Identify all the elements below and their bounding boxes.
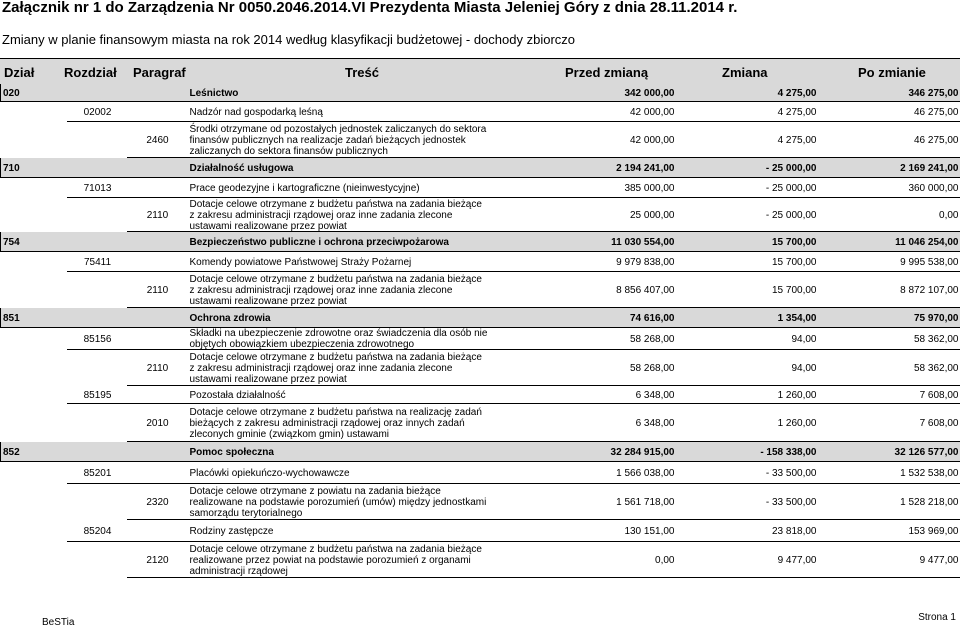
empty-cell	[68, 308, 128, 328]
paragraf-row	[1, 122, 960, 158]
empty-cell	[68, 484, 128, 520]
paragraf-row	[1, 272, 960, 308]
paragraf-code: 2110	[146, 209, 169, 221]
value-przed: 9 979 838,00	[616, 256, 675, 268]
value-zmiana: 4 275,00	[677, 84, 819, 102]
empty-cell	[128, 252, 188, 272]
rozdzial-row	[1, 178, 960, 198]
dzial-row	[1, 232, 960, 252]
empty-cell	[128, 328, 188, 350]
empty-cell	[128, 102, 188, 122]
value-zmiana: 1 260,00	[777, 389, 817, 401]
value-po: 360 000,00	[908, 182, 959, 194]
value-przed: 1 566 038,00	[616, 467, 675, 479]
empty-cell	[1, 520, 68, 542]
rozdzial-code: 85204	[83, 525, 112, 537]
col-rozdzial: Rozdział	[64, 65, 117, 80]
row-divider	[67, 349, 960, 350]
value-zmiana: 9 477,00	[777, 554, 817, 566]
dzial-row	[1, 84, 960, 102]
empty-cell	[1, 122, 68, 158]
value-przed: 1 561 718,00	[616, 496, 675, 508]
col-przed: Przed zmianą	[565, 65, 649, 80]
paragraf-row	[1, 542, 960, 578]
rozdzial-row	[1, 328, 960, 350]
empty-cell	[1, 178, 68, 198]
value-po: 2 169 241,00	[819, 158, 960, 178]
rozdzial-name: Placówki opiekuńczo-wychowawcze	[189, 467, 350, 479]
dzial-name: Bezpieczeństwo publiczne i ochrona przeciwpożarowa	[188, 232, 490, 252]
row-divider	[67, 403, 960, 404]
row-divider	[67, 271, 960, 272]
empty-cell	[128, 308, 188, 328]
page-subtitle: Zmiany w planie finansowym miasta na rok 2014 według klasyfikacji budżetowej - dochody zbiorczo	[2, 32, 575, 47]
empty-cell	[1, 462, 68, 484]
empty-cell	[1, 252, 68, 272]
value-po: 58 362,00	[914, 362, 959, 374]
empty-cell	[68, 272, 128, 308]
value-po: 58 362,00	[914, 333, 959, 345]
value-po: 7 608,00	[919, 417, 959, 429]
row-divider	[127, 231, 960, 232]
value-zmiana: - 33 500,00	[765, 496, 817, 508]
value-zmiana: - 25 000,00	[677, 158, 819, 178]
value-zmiana: - 25 000,00	[765, 209, 817, 221]
value-po: 46 275,00	[914, 106, 959, 118]
value-przed: 0,00	[655, 554, 675, 566]
empty-cell	[128, 232, 188, 252]
dzial-code: 754	[1, 232, 68, 252]
rozdzial-row	[1, 102, 960, 122]
paragraf-code: 2010	[146, 417, 169, 429]
rozdzial-code: 71013	[83, 182, 112, 194]
value-po: 8 872 107,00	[900, 284, 959, 296]
rozdzial-name: Pozostała działalność	[189, 389, 286, 401]
value-po: 7 608,00	[919, 389, 959, 401]
dzial-row	[1, 442, 960, 462]
empty-cell	[128, 84, 188, 102]
value-przed: 58 268,00	[630, 362, 675, 374]
empty-cell	[68, 442, 128, 462]
rozdzial-name: Prace geodezyjne i kartograficzne (nieinwestycyjne)	[189, 182, 420, 194]
value-przed: 342 000,00	[490, 84, 677, 102]
row-divider	[67, 121, 960, 122]
value-po: 75 970,00	[819, 308, 960, 328]
empty-cell	[128, 158, 188, 178]
dzial-name: Ochrona zdrowia	[188, 308, 490, 328]
paragraf-name: Dotacje celowe otrzymane z budżetu państwa na zadania bieżące realizowane przez powiat na podstawie porozumień z organami administracji rządowej	[189, 543, 482, 577]
paragraf-name: Dotacje celowe otrzymane z budżetu państwa na zadania bieżące z zakresu administracji rządowej oraz inne zadania zlecone ustawami realizowane przez powiat	[189, 351, 482, 385]
rozdzial-name: Nadzór nad gospodarką leśną	[189, 106, 323, 118]
row-divider	[67, 541, 960, 542]
row-divider	[0, 101, 960, 102]
row-divider	[0, 251, 960, 252]
empty-cell	[68, 232, 128, 252]
col-zmiana: Zmiana	[722, 65, 768, 80]
empty-cell	[68, 122, 128, 158]
value-po: 0,00	[939, 209, 959, 221]
value-przed: 6 348,00	[635, 389, 675, 401]
value-zmiana: 15 700,00	[772, 256, 817, 268]
value-zmiana: 94,00	[791, 362, 817, 374]
paragraf-code: 2120	[146, 554, 169, 566]
dzial-name: Pomoc społeczna	[188, 442, 490, 462]
paragraf-name: Dotacje celowe otrzymane z budżetu państwa na realizację zadań bieżących z zakresu administracji rządowej oraz innych zadań zleconych gminie (związkom gmin) ustawami	[189, 406, 482, 440]
empty-cell	[128, 386, 188, 404]
paragraf-row	[1, 350, 960, 386]
row-divider	[0, 177, 960, 178]
value-po: 32 126 577,00	[819, 442, 960, 462]
empty-cell	[68, 350, 128, 386]
value-po: 11 046 254,00	[819, 232, 960, 252]
value-po: 1 528 218,00	[900, 496, 959, 508]
dzial-row	[1, 308, 960, 328]
value-przed: 385 000,00	[624, 182, 675, 194]
rozdzial-name: Rodziny zastępcze	[189, 525, 274, 537]
empty-cell	[1, 386, 68, 404]
value-po: 9 477,00	[919, 554, 959, 566]
paragraf-row	[1, 484, 960, 520]
empty-cell	[68, 198, 128, 232]
value-przed: 6 348,00	[635, 417, 675, 429]
budget-table	[0, 84, 960, 578]
dzial-code: 020	[1, 84, 68, 102]
rozdzial-row	[1, 462, 960, 484]
row-divider	[127, 385, 960, 386]
empty-cell	[68, 158, 128, 178]
paragraf-code: 2460	[146, 134, 169, 146]
footer-right: Strona 1	[918, 612, 956, 623]
empty-cell	[1, 350, 68, 386]
value-przed: 32 284 915,00	[490, 442, 677, 462]
empty-cell	[1, 404, 68, 442]
table-header	[0, 58, 960, 85]
value-przed: 42 000,00	[630, 106, 675, 118]
paragraf-code: 2320	[146, 496, 169, 508]
row-divider	[0, 327, 960, 328]
row-divider	[127, 577, 960, 578]
paragraf-row	[1, 404, 960, 442]
value-przed: 74 616,00	[490, 308, 677, 328]
empty-cell	[68, 404, 128, 442]
value-zmiana: 15 700,00	[677, 232, 819, 252]
rozdzial-row	[1, 386, 960, 404]
value-przed: 11 030 554,00	[490, 232, 677, 252]
value-przed: 130 151,00	[624, 525, 675, 537]
rozdzial-code: 85201	[83, 467, 112, 479]
col-paragraf: Paragraf	[133, 65, 186, 80]
empty-cell	[1, 102, 68, 122]
page-title: Załącznik nr 1 do Zarządzenia Nr 0050.2046.2014.VI Prezydenta Miasta Jeleniej Góry z dnia 28.11.2014 r.	[2, 0, 738, 16]
paragraf-code: 2110	[146, 362, 169, 374]
rozdzial-name: Komendy powiatowe Państwowej Straży Pożarnej	[189, 256, 412, 268]
value-zmiana: - 25 000,00	[765, 182, 817, 194]
dzial-row	[1, 158, 960, 178]
paragraf-row	[1, 198, 960, 232]
paragraf-name: Dotacje celowe otrzymane z budżetu państwa na zadania bieżące z zakresu administracji rządowej oraz inne zadania zlecone ustawami realizowane przez powiat	[189, 198, 482, 232]
dzial-name: Działalność usługowa	[188, 158, 490, 178]
value-zmiana: 1 354,00	[677, 308, 819, 328]
col-dzial: Dział	[4, 65, 35, 80]
value-zmiana: 15 700,00	[772, 284, 817, 296]
value-przed: 25 000,00	[630, 209, 675, 221]
empty-cell	[1, 484, 68, 520]
empty-cell	[1, 542, 68, 578]
value-przed: 58 268,00	[630, 333, 675, 345]
row-divider	[67, 197, 960, 198]
rozdzial-code: 02002	[83, 106, 112, 118]
paragraf-code: 2110	[146, 284, 169, 296]
row-divider	[127, 307, 960, 308]
empty-cell	[1, 272, 68, 308]
row-divider	[127, 519, 960, 520]
empty-cell	[128, 178, 188, 198]
empty-cell	[68, 542, 128, 578]
empty-cell	[1, 198, 68, 232]
value-przed: 8 856 407,00	[616, 284, 675, 296]
value-zmiana: 1 260,00	[777, 417, 817, 429]
value-zmiana: 23 818,00	[772, 525, 817, 537]
paragraf-name: Dotacje celowe otrzymane z budżetu państwa na zadania bieżące z zakresu administracji rządowej oraz inne zadania zlecone ustawami realizowane przez powiat	[189, 273, 482, 307]
value-po: 153 969,00	[908, 525, 959, 537]
footer-left: BeSTia	[42, 617, 75, 628]
dzial-code: 852	[1, 442, 68, 462]
empty-cell	[68, 84, 128, 102]
rozdzial-code: 85195	[83, 389, 112, 401]
empty-cell	[1, 328, 68, 350]
table-body	[1, 84, 960, 578]
rozdzial-row	[1, 252, 960, 272]
rozdzial-name: Składki na ubezpieczenie zdrowotne oraz świadczenia dla osób nie objętych obowiązkiem ubezpieczenia zdrowotnego	[189, 328, 488, 350]
rozdzial-code: 75411	[83, 256, 112, 268]
rozdzial-row	[1, 520, 960, 542]
row-divider	[67, 483, 960, 484]
paragraf-name: Środki otrzymane od pozostałych jednostek zaliczanych do sektora finansów publicznych na realizacje zadań bieżących jednostek zaliczanych do sektora finansów publicznych	[189, 123, 487, 157]
row-divider	[127, 157, 960, 158]
paragraf-name: Dotacje celowe otrzymane z powiatu na zadania bieżące realizowane na podstawie porozumień (umów) między jednostkami samorządu terytorialnego	[189, 485, 487, 519]
value-zmiana: 4 275,00	[777, 134, 817, 146]
rozdzial-code: 85156	[83, 333, 112, 345]
value-po: 9 995 538,00	[900, 256, 959, 268]
row-divider	[127, 441, 960, 442]
row-divider	[0, 461, 960, 462]
col-po: Po zmianie	[858, 65, 926, 80]
value-zmiana: 4 275,00	[777, 106, 817, 118]
empty-cell	[128, 520, 188, 542]
empty-cell	[128, 462, 188, 484]
dzial-code: 851	[1, 308, 68, 328]
value-zmiana: 94,00	[791, 333, 817, 345]
value-po: 346 275,00	[819, 84, 960, 102]
col-tresc: Treść	[345, 65, 379, 80]
value-po: 46 275,00	[914, 134, 959, 146]
value-po: 1 532 538,00	[900, 467, 959, 479]
empty-cell	[128, 442, 188, 462]
value-przed: 2 194 241,00	[490, 158, 677, 178]
dzial-name: Leśnictwo	[188, 84, 490, 102]
value-przed: 42 000,00	[630, 134, 675, 146]
value-zmiana: - 33 500,00	[765, 467, 817, 479]
dzial-code: 710	[1, 158, 68, 178]
value-zmiana: - 158 338,00	[677, 442, 819, 462]
